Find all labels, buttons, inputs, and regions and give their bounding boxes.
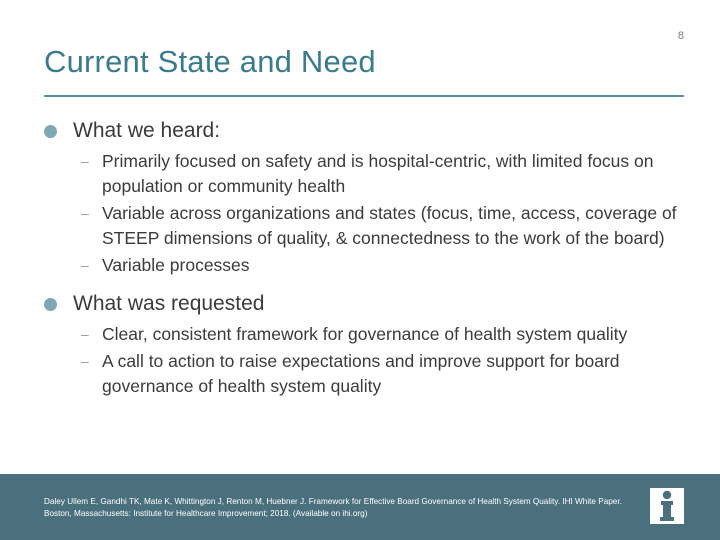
bullet-dot-icon [44,298,57,311]
slide-body [44,118,684,401]
sub-bullet-text: Variable processes [102,255,250,275]
page-number: 8 [677,30,684,42]
sub-bullet-text: Clear, consistent framework for governance of health system quality [102,323,628,344]
slide-title: Current State and Need [44,44,376,79]
dash-icon: – [81,257,89,273]
sub-bullet-text: Variable across organizations and states (focus, time, access, coverage of STEEP dimensions of quality, & connectedness to the work of the board) [102,203,677,248]
sub-bullet [44,322,684,347]
sub-bullet-list [44,322,684,399]
sub-bullet-text: A call to action to raise expectations and improve support for board governance of health system quality [102,351,620,396]
section-what-was-requested [44,291,684,399]
footer-bar [0,474,720,540]
sub-bullet [44,349,684,398]
citation-text: Daley Ullem E, Gandhi TK, Mate K, Whittington J, Renton M, Huebner J. Framework for Effective Board Governance of Health System Quality. IHI White Paper. Boston, Massachusetts: Institute for Healthcare Improvement; 2018. (Available on ihi.org) [44,497,622,518]
section-what-we-heard [44,118,684,278]
sub-bullet [44,201,684,250]
sub-bullet [44,149,684,198]
bullet-heading-text: What we heard: [73,119,221,142]
bullet-heading [44,291,684,317]
dash-icon: – [81,353,89,369]
sub-bullet-list [44,149,684,278]
bullet-dot-icon [44,125,57,138]
title-divider [44,95,684,97]
sub-bullet [44,253,684,278]
ihi-logo-icon [650,488,684,524]
ihi-logo-graphic [650,488,684,524]
dash-icon: – [81,153,89,169]
dash-icon: – [81,205,89,221]
bullet-heading-text: What was requested [73,291,265,315]
dash-icon: – [81,325,89,342]
bullet-heading [44,118,684,144]
sub-bullet-text: Primarily focused on safety and is hospital-centric, with limited focus on population or community health [102,151,654,196]
